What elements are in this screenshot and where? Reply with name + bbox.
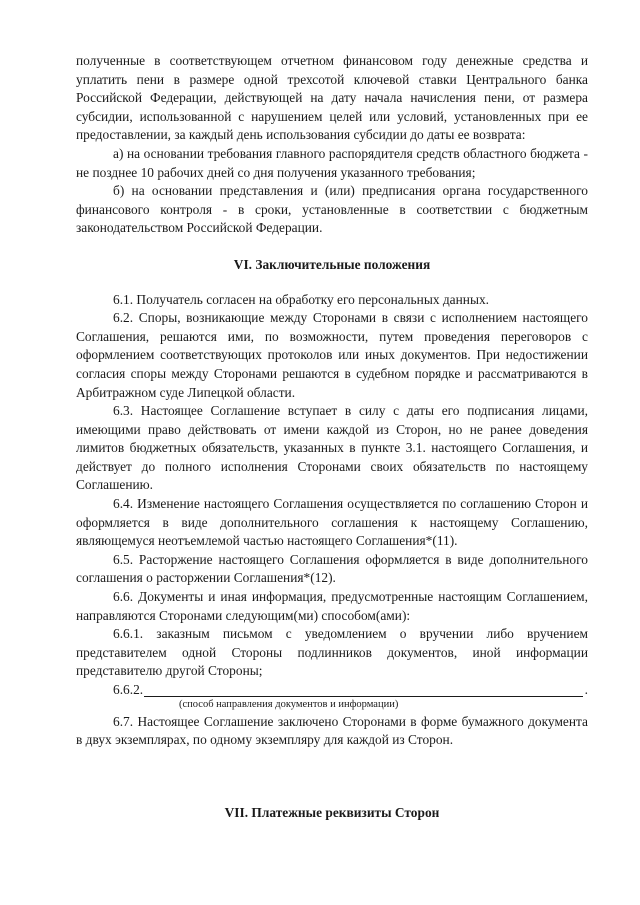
section-7-title: VII. Платежные реквизиты Сторон — [224, 804, 440, 820]
section-6-title: VI. Заключительные положения — [233, 256, 431, 272]
clause-6-3: 6.3. Настоящее Соглашение вступает в силу с даты его подписания лицами, имеющими право действовать от имени каждой из Сторон, но не ранее доведения лимитов бюджетных обязательств, указанных в пункте 3.1. настоящего Соглашения, и действует до полного исполнения Сторонами своих обязательств по настоящему Соглашению. — [76, 403, 588, 493]
clause-6-6-2 — [76, 681, 588, 700]
clause-6-7: 6.7. Настоящее Соглашение заключено Сторонами в форме бумажного документа в двух экземплярах, по одному экземпляру для каждой из Сторон. — [76, 713, 588, 748]
clause-6-1: 6.1. Получатель согласен на обработку его персональных данных. — [113, 291, 489, 307]
clause-6-6-2-end: . — [584, 682, 588, 697]
blank-caption: (способ направления документов и информации) — [179, 698, 399, 710]
clause-6-4: 6.4. Изменение настоящего Соглашения осуществляется по соглашению Сторон и оформляется в виде дополнительного соглашения к настоящему Соглашению, являющемуся неотъемлемой частью настоящего Соглашения*(11). — [76, 496, 588, 549]
item-a: а) на основании требования главного распорядителя средств областного бюджета - не позднее 10 рабочих дней со дня получения указанного требования; — [76, 145, 588, 180]
clause-6-5: 6.5. Расторжение настоящего Соглашения оформляется в виде дополнительного соглашения о расторжении Соглашения*(12). — [76, 551, 588, 586]
clause-6-6-1: 6.6.1. заказным письмом с уведомлением о вручении либо вручением представителем одной Стороны подлинников документов, иной информации представителю другой Стороны; — [76, 626, 588, 679]
intro-paragraph: полученные в соответствующем отчетном финансовом году денежные средства и уплатить пени в размере одной трехсотой ключевой ставки Центрального банка Российской Федерации, действующей на дату начала начисления пени, от размера субсидии, использованной с нарушением целей или условий, установленных при ее предоставлении, за каждый день использования субсидии до даты ее возврата: — [76, 53, 588, 143]
blank-fill-line — [144, 682, 583, 697]
item-b: б) на основании представления и (или) предписания органа государственного финансового контроля - в сроки, установленные в соответствии с бюджетным законодательством Российской Федерации. — [76, 183, 588, 236]
document-page — [76, 52, 588, 822]
clause-6-2: 6.2. Споры, возникающие между Сторонами в связи с исполнением настоящего Соглашения, решаются ими, по возможности, путем проведения переговоров с оформлением соответствующих протоколов или иных документов. При недостижении согласия споры между Сторонами решаются в судебном порядке и рассматриваются в Арбитражном суде Липецкой области. — [76, 310, 588, 400]
clause-6-6: 6.6. Документы и иная информация, предусмотренные настоящим Соглашением, направляются Сторонами следующим(ми) способом(ами): — [76, 589, 588, 623]
clause-6-6-2-number: 6.6.2. — [113, 682, 144, 697]
